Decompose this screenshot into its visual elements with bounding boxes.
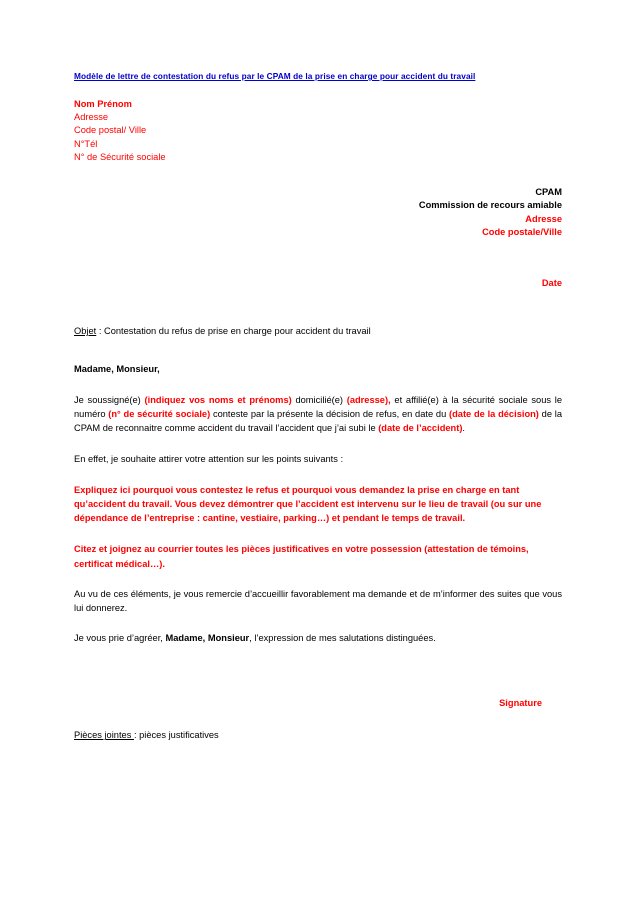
intro-seg5: de la CPAM de reconnaitre comme accident du travail l’accident que j’ai subi le	[74, 409, 562, 434]
placeholder-decision-date: (date de la décision)	[449, 409, 539, 420]
subject-separator: :	[96, 325, 104, 336]
intro-seg2: domicilié(e)	[291, 394, 347, 405]
subject-line	[74, 324, 562, 338]
paragraph-closing-formula	[74, 631, 562, 645]
sender-address: Adresse	[74, 112, 109, 123]
recipient-department: Commission de recours amiable	[418, 200, 562, 211]
sender-postal-city: Code postal/ Ville	[74, 125, 147, 136]
recipient-postal-city: Code postale/Ville	[482, 227, 562, 238]
paragraph-closing-thanks: Au vu de ces éléments, je vous remercie d’accueillir favorablement ma demande et de m’informer des suites que vous lui donnerez.	[74, 588, 562, 613]
attachments-label: Pièces jointes	[74, 730, 134, 741]
subject-label: Objet	[74, 325, 97, 336]
sender-block	[74, 98, 562, 164]
paragraph-points-lead: En effet, je souhaite attirer votre attention sur les points suivants :	[74, 453, 344, 464]
subject-text: Contestation du refus de prise en charge pour accident du travail	[103, 325, 371, 336]
closing-bold-address-form: Madame, Monsieur	[165, 633, 250, 644]
recipient-organization: CPAM	[535, 186, 562, 197]
intro-seg1: Je soussigné(e)	[74, 394, 145, 405]
closing-seg2: , l’expression de mes salutations distinguées.	[249, 633, 436, 644]
placeholder-names: (indiquez vos noms et prénoms)	[144, 394, 292, 405]
recipient-address: Adresse	[525, 213, 562, 224]
placeholder-social-security: (n° de sécurité sociale)	[108, 409, 211, 420]
attachments-value: pièces justificatives	[139, 730, 219, 741]
date-placeholder: Date	[541, 277, 562, 288]
sender-social-security: N° de Sécurité sociale	[74, 151, 166, 162]
recipient-block	[74, 186, 562, 240]
signature-placeholder: Signature	[499, 698, 542, 709]
intro-seg4: conteste par la présente la décision de refus, en date du	[210, 409, 449, 420]
instruction-attachments: Citez et joignez au courrier toutes les pièces justificatives en votre possession (attestation de témoins, certificat médical…).	[74, 544, 529, 569]
sender-name: Nom Prénom	[74, 98, 132, 109]
paragraph-intro	[74, 393, 562, 436]
salutation: Madame, Monsieur,	[74, 363, 160, 374]
document-title[interactable]: Modèle de lettre de contestation du refus par le CPAM de la prise en charge pour accident du travail	[74, 71, 476, 81]
attachments-separator: :	[133, 730, 140, 741]
intro-seg6: .	[462, 423, 466, 434]
placeholder-accident-date: (date de l’accident)	[378, 423, 463, 434]
intro-seg3: et affilié(e) à la sécurité sociale sous le numéro	[74, 394, 562, 420]
placeholder-address: (adresse),	[346, 394, 391, 405]
attachments-line	[74, 728, 562, 742]
document-content	[74, 0, 562, 742]
closing-seg1: Je vous prie d’agréer,	[74, 633, 166, 644]
sender-phone: N°Tél	[74, 138, 98, 149]
instruction-explain: Expliquez ici pourquoi vous contestez le refus et pourquoi vous demandez la prise en charge en tant qu’accident du travail. Vous devez démontrer que l’accident est intervenu sur le lieu de travail (ou sur une dépendance de l’entreprise : cantine, vestiaire, parking…) et pendant le temps de travail.	[74, 484, 542, 524]
